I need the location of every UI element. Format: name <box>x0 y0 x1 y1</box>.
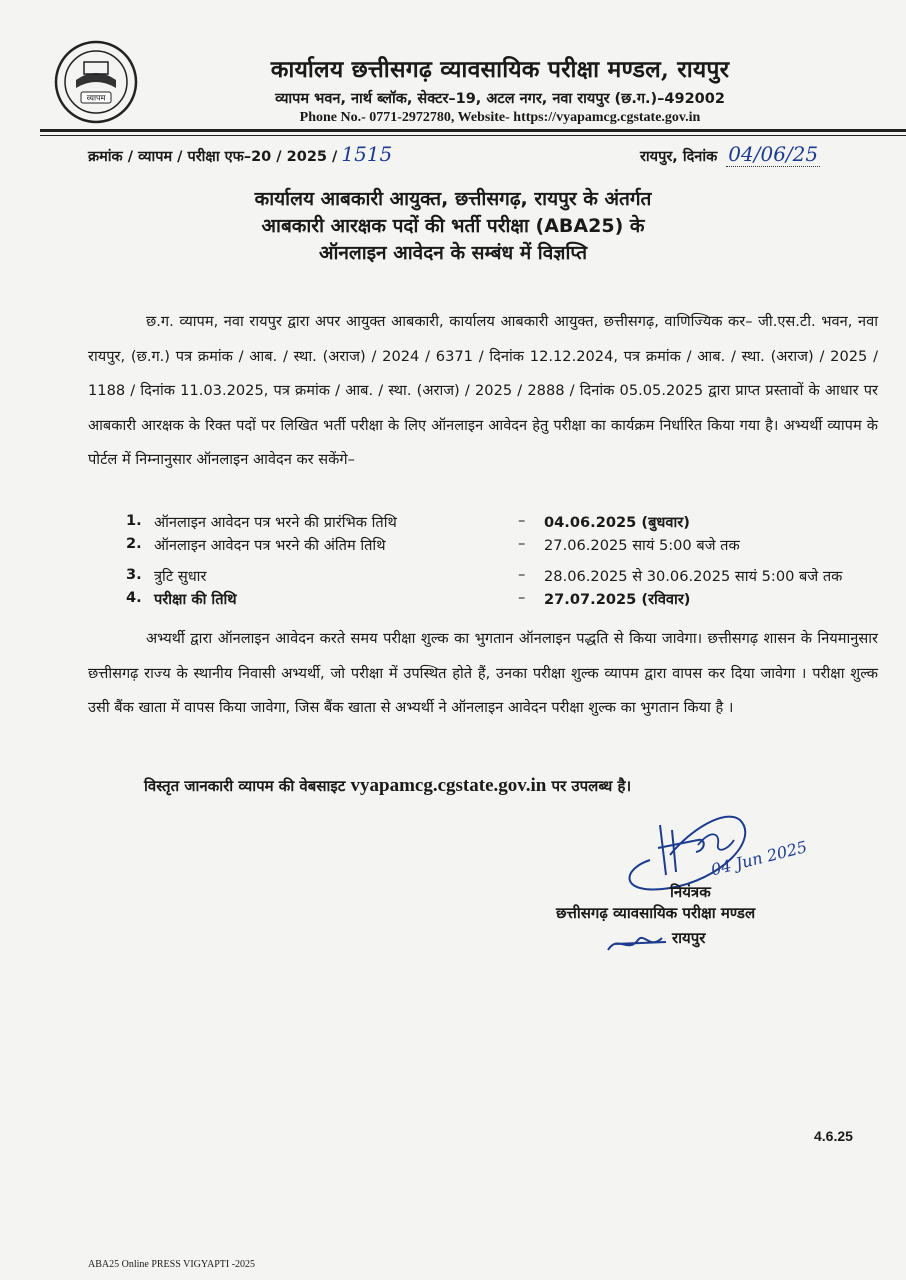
schedule-item-number: 2. <box>126 535 142 552</box>
svg-text:व्यापम: व्यापम <box>86 93 106 103</box>
organization-address: व्यापम भवन, नार्थ ब्लॉक, सेक्टर–19, अटल नगर, नवा रायपुर (छ.ग.)–492002 <box>275 91 725 107</box>
schedule-item-label: त्रुटि सुधार <box>154 568 207 585</box>
signatory-city: रायपुर <box>672 929 706 947</box>
body-paragraph-1: छ.ग. व्यापम, नवा रायपुर द्वारा अपर आयुक्त आबकारी, कार्यालय आबकारी आयुक्त, छत्तीसगढ़, वाणिज्यिक कर– जी.एस.टी. भवन, नवा रायपुर, (छ.ग.) पत्र क्रमांक / आब. / स्था. (अराज) / 2024 / 6371 / दिनांक 12.12.2024, पत्र क्रमांक / आब. / स्था. (अराज) / 2025 / 1188 / दिनांक 11.03.2025, पत्र क्रमांक / आब. / स्था. (अराज) / 2025 / 2888 / दिनांक 05.05.2025 द्वारा प्राप्त प्रस्तावों के आधार पर आबकारी आरक्षक के रिक्त पदों पर लिखित भर्ती परीक्षा के लिए ऑनलाइन आवेदन हेतु परीक्षा का कार्यक्रम निर्धारित किया गया है। अभ्यर्थी व्यापम के पोर्टल में निम्नानुसार ऑनलाइन आवेदन कर सकेंगे– <box>88 313 878 468</box>
footer-date: 4.6.25 <box>814 1128 853 1144</box>
header-divider-thin <box>40 135 906 136</box>
subject-line-2: आबकारी आरक्षक पदों की भर्ती परीक्षा (ABA25) के <box>261 215 645 237</box>
website-link[interactable]: vyapamcg.cgstate.gov.in <box>350 775 547 796</box>
organization-contact: Phone No.- 0771-2972780, Website- https://vyapamcg.cgstate.gov.in <box>299 110 701 125</box>
issue-date <box>640 142 820 167</box>
date-label: रायपुर, दिनांक <box>640 149 718 165</box>
signatory-title: नियंत्रक <box>670 883 711 901</box>
notice-subject <box>90 186 816 267</box>
schedule-item-number: 4. <box>126 589 142 606</box>
schedule-item-number: 3. <box>126 566 142 583</box>
footer-file-note: ABA25 Online PRESS VIGYAPTI -2025 <box>88 1259 256 1270</box>
website-info <box>144 775 631 797</box>
schedule-item-value: 04.06.2025 (बुधवार) <box>544 514 690 531</box>
schedule-item-label: ऑनलाइन आवेदन पत्र भरने की प्रारंभिक तिथि <box>154 514 397 531</box>
schedule-item-value: 28.06.2025 से 30.06.2025 सायं 5:00 बजे तक <box>544 568 843 585</box>
reference-number <box>88 142 392 166</box>
reference-label: क्रमांक / व्यापम / परीक्षा एफ–20 / 2025 / <box>88 149 338 165</box>
website-prefix: विस्तृत जानकारी व्यापम की वेबसाइट <box>144 777 346 795</box>
handwritten-reference-number: 1515 <box>341 142 393 166</box>
subject-line-3: ऑनलाइन आवेदन के सम्बंध में विज्ञप्ति <box>318 242 588 264</box>
header-divider-thick <box>40 129 906 132</box>
vyapam-logo <box>54 40 138 124</box>
schedule-item-value: 27.07.2025 (रविवार) <box>544 591 691 608</box>
handwritten-date: 04/06/25 <box>728 142 819 166</box>
signatory-organization: छत्तीसगढ़ व्यावसायिक परीक्षा मण्डल <box>556 904 756 922</box>
schedule-item-number: 1. <box>126 512 142 529</box>
organization-name: कार्यालय छत्तीसगढ़ व्यावसायिक परीक्षा मण्डल, रायपुर <box>270 56 730 83</box>
svg-text:04 Jun 2025: 04 Jun 2025 <box>709 837 809 880</box>
schedule-item-label: ऑनलाइन आवेदन पत्र भरने की अंतिम तिथि <box>154 537 386 554</box>
schedule-item-dash: – <box>518 535 526 552</box>
website-suffix: पर उपलब्ध है। <box>551 777 632 795</box>
subject-line-1: कार्यालय आबकारी आयुक्त, छत्तीसगढ़, रायपुर के अंतर्गत <box>254 188 652 210</box>
schedule-item-label: परीक्षा की तिथि <box>154 591 237 608</box>
schedule-item-dash: – <box>518 566 526 583</box>
schedule-item-dash: – <box>518 589 526 606</box>
body-paragraph-2: अभ्यर्थी द्वारा ऑनलाइन आवेदन करते समय परीक्षा शुल्क का भुगतान ऑनलाइन पद्धति से किया जावेगा। छत्तीसगढ़ शासन के नियमानुसार छत्तीसगढ़ राज्य के स्थानीय निवासी अभ्यर्थी, जो परीक्षा में उपस्थित होते हैं, उनका परीक्षा शुल्क व्यापम द्वारा वापस कर दिया जावेगा । परीक्षा शुल्क उसी बैंक खाता में वापस किया जावेगा, जिस बैंक खाता से अभ्यर्थी ने ऑनलाइन आवेदन परीक्षा शुल्क का भुगतान किया है । <box>88 630 878 716</box>
controller-signature <box>610 800 820 900</box>
schedule-item-dash: – <box>518 512 526 529</box>
schedule-item-value: 27.06.2025 सायं 5:00 बजे तक <box>544 537 740 554</box>
initials-stamp <box>604 928 674 958</box>
